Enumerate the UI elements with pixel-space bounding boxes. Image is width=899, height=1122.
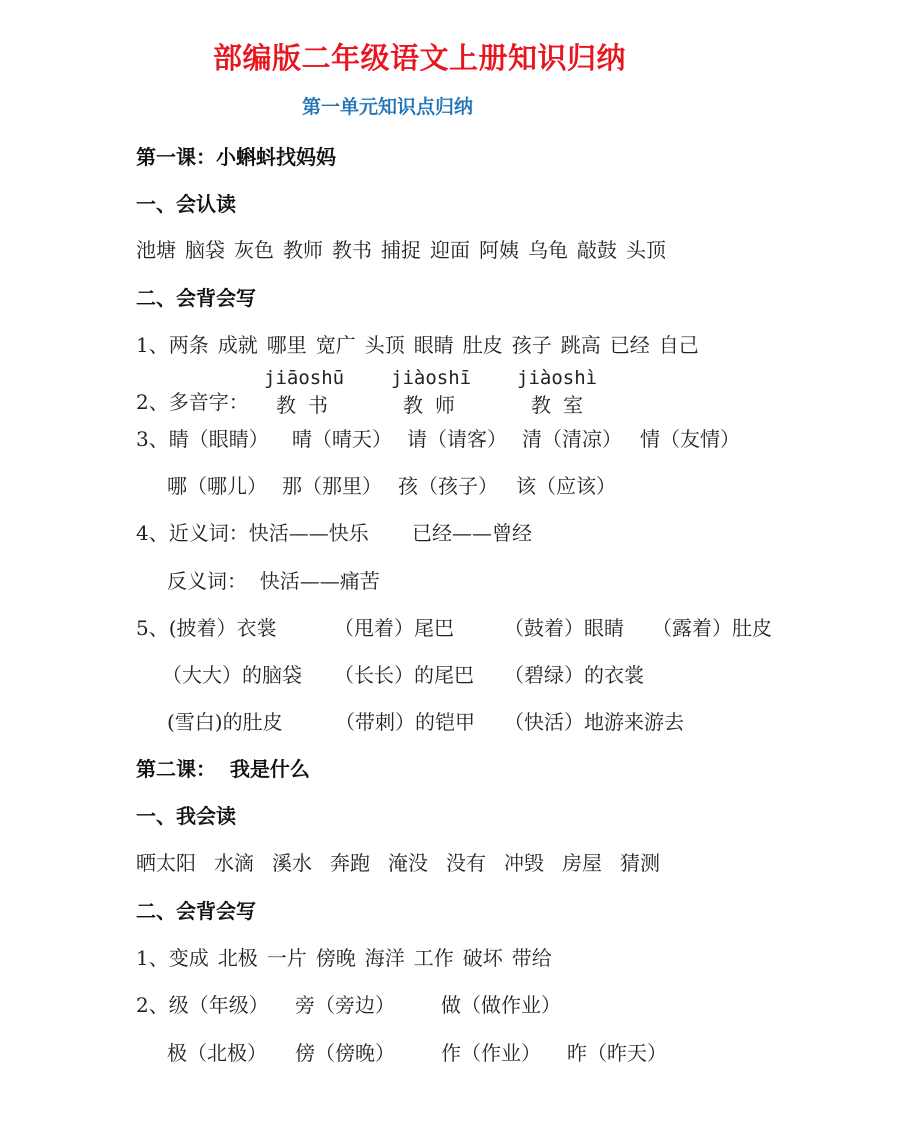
word: 成就 [217,333,258,357]
lesson1-item3-row1 [136,423,740,452]
phrase: (雪白)的肚皮 [167,710,283,734]
word: 带给 [511,946,552,970]
word: 哪里 [266,333,307,357]
lesson1-item5-row3 [167,706,684,735]
page-title: 部编版二年级语文上册知识归纳 [213,41,627,75]
char-group: 该（应该） [516,474,616,498]
lesson1-item3-row2 [167,470,616,499]
word: 头顶 [626,238,666,262]
item-prefix: 1、 [136,333,169,357]
char-group: 孩（孩子） [398,474,498,498]
word: 海洋 [364,946,405,970]
char-group: 清（清凉） [522,427,622,451]
lesson1-item4-row2: 反义词： 快活——痛苦 [167,569,380,593]
word: 淹没 [388,851,428,875]
char-group: 哪（哪儿） [167,474,267,498]
char-group: 那（那里） [282,474,382,498]
word: 敲鼓 [577,238,617,262]
pinyin-jiaoshi2: jiàoshì [517,367,598,389]
word: 教书 [332,238,372,262]
char-group: 晴（晴天） [292,427,392,451]
phrase: （大大）的脑袋 [162,663,302,687]
char-group: 2、级（年级） [136,993,269,1017]
word: 跳高 [560,333,601,357]
lesson1-heading: 第一课：小蝌蚪找妈妈 [136,145,336,169]
lesson1-read-heading: 一、会认读 [136,192,236,216]
char-group: 傍（傍晚） [295,1041,395,1065]
word: 溪水 [272,851,312,875]
word: 变成 [168,946,209,970]
lesson1-item4-row1 [136,517,532,546]
lesson1-write-heading: 二、会背会写 [136,286,256,310]
char-group: 作（作业） [441,1041,541,1065]
phrase: （长长）的尾巴 [334,663,474,687]
lesson2-heading: 第二课： 我是什么 [136,757,310,781]
word: 晒太阳 [136,851,196,875]
lesson2-read-words [136,847,669,876]
char-group: 3、睛（眼睛） [136,427,269,451]
synonym-pair: 4、近义词：快活——快乐 [136,521,369,545]
pinyin-jiaoshu: jiāoshū [264,367,345,389]
char-group: 旁（旁边） [295,993,395,1017]
polyphone-word-jiaoshi: 教师 [403,393,467,417]
word: 水滴 [214,851,254,875]
lesson1-item1 [136,329,708,358]
phrase: （鼓着）眼睛 [504,616,624,640]
lesson2-read-heading: 一、我会读 [136,804,236,828]
lesson2-item1 [136,942,561,971]
char-group: 做（做作业） [441,993,561,1017]
word: 脑袋 [185,238,225,262]
word: 乌龟 [528,238,568,262]
word: 捕捉 [381,238,421,262]
phrase: （快活）地游来游去 [504,710,684,734]
lesson1-item5-row1 [136,612,772,641]
lesson1-read-words [136,234,675,263]
char-group: 请（请客） [407,427,507,451]
pinyin-jiaoshi: jiàoshī [391,367,472,389]
char-group: 极（北极） [167,1041,267,1065]
word: 破坏 [462,946,503,970]
synonym-pair: 已经——曾经 [412,521,532,545]
word: 孩子 [511,333,552,357]
unit-subtitle: 第一单元知识点归纳 [302,96,474,118]
word: 灰色 [234,238,274,262]
word: 宽广 [315,333,356,357]
word: 教师 [283,238,323,262]
word: 冲毁 [504,851,544,875]
word: 房屋 [562,851,602,875]
word: 奔跑 [330,851,370,875]
phrase: 5、(披着）衣裳 [136,616,277,640]
word: 工作 [413,946,454,970]
phrase: （甩着）尾巴 [334,616,454,640]
polyphone-word-jiaoshu: 教书 [276,393,340,417]
word: 北极 [217,946,258,970]
phrase: （露着）肚皮 [652,616,772,640]
word: 已经 [609,333,650,357]
word: 猜测 [620,851,660,875]
word: 肚皮 [462,333,503,357]
word: 两条 [168,333,209,357]
word: 池塘 [136,238,176,262]
lesson1-item5-row2 [162,659,644,688]
char-group: 情（友情） [640,427,740,451]
word: 头顶 [364,333,405,357]
word: 阿姨 [479,238,519,262]
lesson2-write-heading: 二、会背会写 [136,899,256,923]
word: 没有 [446,851,486,875]
lesson2-item2-row1 [136,989,561,1018]
polyphone-word-jiaoshi2: 教室 [531,393,595,417]
word: 傍晚 [315,946,356,970]
word: 自己 [658,333,699,357]
word: 眼睛 [413,333,454,357]
item2-label: 2、多音字： [136,390,249,414]
item-prefix: 1、 [136,946,169,970]
phrase: （带刺）的铠甲 [335,710,475,734]
char-group: 昨（昨天） [567,1041,667,1065]
word: 一片 [266,946,307,970]
lesson2-item2-row2 [167,1037,667,1066]
phrase: （碧绿）的衣裳 [504,663,644,687]
word: 迎面 [430,238,470,262]
